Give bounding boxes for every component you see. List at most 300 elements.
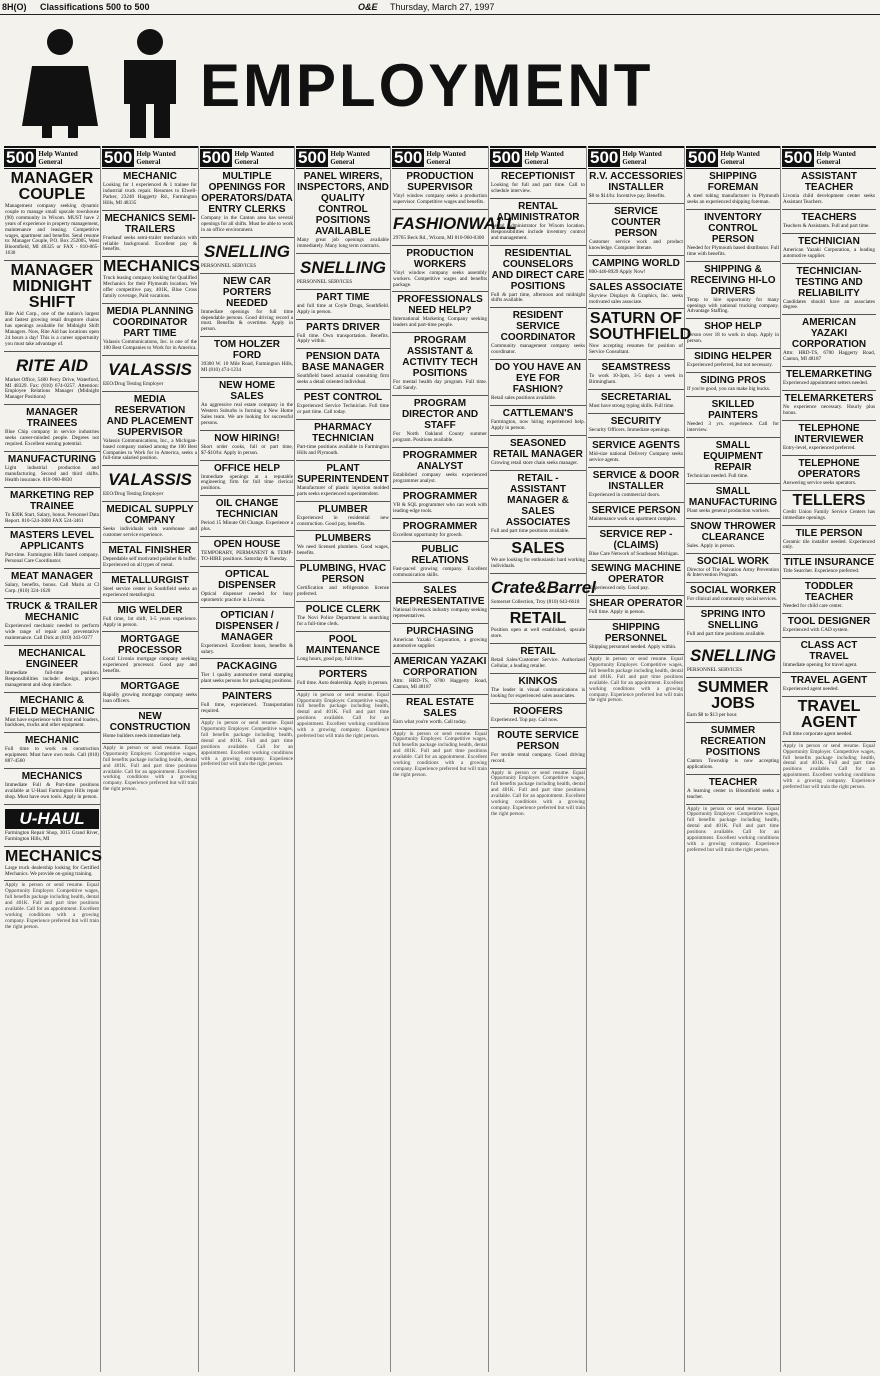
ad-body: Must have experience with front end loaders, backhoes, trucks and other equipment. — [5, 716, 99, 729]
ad-headline: SIDING HELPER — [694, 351, 772, 363]
classified-ad — [296, 632, 390, 667]
classification-number: 500 — [590, 148, 619, 167]
ad-headline: TELEMARKETERS — [784, 393, 874, 405]
ad-headline: PLUMBING, HVAC PERSON — [299, 563, 387, 586]
column-header — [296, 146, 390, 169]
classified-ad — [782, 210, 876, 234]
classified-ad — [686, 169, 780, 210]
ad-body: We are looking for enthusiastic hard working individuals. — [491, 556, 585, 569]
ad-body: Tier 1 quality automotive metal stamping plant seeks persons for packaging positions. — [201, 672, 293, 685]
advertiser-logo: U-HAUL — [5, 809, 99, 829]
ad-body: Now accepting resumes for position of Service Consultant. — [589, 343, 683, 356]
ad-body: EEO/Drug Testing Employer — [103, 491, 164, 498]
ad-body: Light industrial production and manufacturing. Second and third shifts. Health insurance. 810-960-8830 — [5, 464, 99, 483]
ad-body: Large truck dealership looking for Certified Mechanics. We provide on-going training. — [5, 864, 99, 877]
classification-category: Help Wanted General — [622, 150, 662, 166]
classified-ad — [200, 378, 294, 431]
classified-ad — [782, 614, 876, 638]
ad-headline: SMALL EQUIPMENT REPAIR — [703, 439, 763, 473]
ad-body: Part-time. Farmington Hills based company. Personal Care Coordinator. — [5, 552, 99, 565]
ad-body: Somerset Collection, Troy (810) 643-6610 — [491, 598, 580, 605]
ad-headline: OIL CHANGE TECHNICIAN — [215, 498, 279, 521]
classified-ad — [392, 333, 488, 396]
ad-body-continued: Apply in person or send resume. Equal Opportunity Employer. Competitive wages, full benefits package including health, dental and 401K. Full and part time positions available. Call for an appointment. Excellent working conditions with a growing company. Experience preferred but will train the right person. — [589, 656, 683, 704]
classified-ad — [200, 431, 294, 461]
classified-ad — [102, 603, 198, 633]
ad-headline: SEAMSTRESS — [601, 362, 671, 374]
ad-headline: TODDLER TEACHER — [804, 581, 854, 604]
ad-body: National livestock industry company seeking representatives. — [393, 607, 487, 620]
ad-body: Earn what you're worth. Call today. — [393, 718, 467, 725]
ad-body: Dependable self motivated polisher & buffer. Experienced on all types of metal. — [103, 556, 197, 568]
ad-body: International Marketing Company seeking leaders and part-time people. — [393, 316, 487, 329]
ad-headline: SHIPPING & RECEIVING HI-LO DRIVERS — [690, 263, 776, 297]
ad-body: Optical dispenser needed for busy optometric practice in Livonia. — [201, 590, 293, 603]
classified-column — [4, 146, 101, 1372]
classified-ad — [490, 539, 586, 574]
ad-headline: CLASS ACT TRAVEL — [800, 640, 858, 663]
classified-ad — [102, 632, 198, 679]
classified-ad — [686, 397, 780, 438]
ad-body: Person over 18 to work in shop. Apply in person. — [687, 332, 779, 345]
classified-ad — [686, 607, 780, 642]
ad-body: If you're good, you can make big bucks. — [687, 386, 771, 393]
classified-ad — [686, 373, 780, 397]
advertiser-logo: SNELLING — [204, 241, 290, 261]
ad-body-continued: Apply in person or send resume. Equal Opportunity Employer. Competitive wages, full benefits package including health, dental and 401K. Full and part time positions available. Call for an appointment. Excellent working conditions with a growing company. Experience preferred but will train the right person. — [201, 720, 293, 768]
ad-body: Experienced preferred, but not necessary. — [687, 362, 773, 369]
ad-headline: TELLERS — [792, 491, 866, 509]
ad-headline: MEDIA PLANNING COORDINATOR PART TIME — [106, 305, 194, 339]
ad-body: Position open at well established, upscale store. — [491, 627, 585, 640]
classified-ad — [686, 210, 780, 262]
classified-ad — [588, 620, 684, 655]
ad-body-continued: Apply in person or send resume. Equal Opportunity Employer. Competitive wages, full benefits package including health, dental and 401K. Full and part time positions available. Call for an appointment. Excellent working conditions with a growing company. Experience preferred but will train the right person. — [103, 744, 197, 793]
advertiser-logo: FASHIONWALL — [393, 213, 517, 233]
ad-headline: NEW CONSTRUCTION — [109, 711, 191, 733]
ad-headline: ROOFERS — [513, 705, 563, 717]
ad-headline: TEACHER — [708, 776, 758, 788]
classified-ad — [686, 723, 780, 775]
classification-number: 500 — [298, 148, 327, 167]
ad-headline: DO YOU HAVE AN EYE FOR FASHION? — [495, 362, 581, 396]
classified-ad — [392, 169, 488, 210]
ad-headline: SUMMER RECREATION POSITIONS — [700, 724, 766, 758]
ad-body: Immediate Full & Part-time positions available at U-Haul Farmington Hills repair shop. Must have own tools. Apply in person. — [5, 782, 99, 800]
classification-category: Help Wanted General — [720, 150, 760, 166]
classified-ad — [296, 290, 390, 320]
classified-ad — [296, 502, 390, 532]
classified-ad — [200, 608, 294, 660]
banner-title: EMPLOYMENT — [200, 52, 654, 119]
ad-body: To work 10-3pm, 3-5 days a week in Birmingham. — [589, 373, 683, 386]
ad-body-continued: Apply in person or send resume. Equal Opportunity Employer. Competitive wages, full benefits package including health, dental and 401K. Full and part time positions available. Call for an appointment. Excellent working conditions with a growing company. Experience preferred but will train the right person. — [783, 742, 875, 791]
classified-ad — [200, 537, 294, 567]
classified-ad — [490, 574, 596, 610]
classification-category: Help Wanted General — [524, 150, 564, 166]
ad-headline: MECHANIC — [25, 735, 79, 747]
ad-body: Technician needed. Full time. — [687, 472, 749, 479]
ad-body: Rapidly growing mortgage company seeks loan officers. — [103, 692, 197, 705]
ad-headline: SECURITY — [610, 415, 662, 427]
classified-ad — [588, 309, 692, 360]
classification-number: 500 — [104, 148, 133, 167]
classified-ad — [200, 689, 294, 719]
ad-body: Community management company seeks coordinator. — [491, 343, 585, 356]
classified-ad — [782, 697, 876, 742]
classified-ad — [4, 805, 100, 847]
ad-body: Plant seeks general production workers. — [687, 507, 770, 514]
classified-column — [102, 146, 199, 1372]
classified-ad — [588, 596, 684, 620]
woman-figure-icon — [20, 26, 100, 138]
ad-headline: MULTIPLE OPENINGS FOR OPERATORS/DATA ENTRY CLERKS — [201, 171, 293, 215]
classified-ad — [490, 199, 586, 246]
classified-ad — [392, 583, 488, 624]
ad-body: Farmington Repair Shop, 3015 Grand River, Farmington Hills, MI — [5, 829, 99, 842]
classified-ad — [490, 644, 586, 674]
ad-body: Customer service work and product knowledge. Computer literate. — [589, 238, 683, 251]
classified-ad — [490, 436, 586, 471]
classified-ad — [392, 292, 488, 333]
ad-headline: OFFICE HELP — [213, 462, 281, 474]
advertiser-logo: SNELLING — [690, 646, 776, 666]
classified-ad — [4, 569, 100, 599]
column-header — [588, 146, 684, 169]
ad-body: For North Oakland County summer program. Positions available. — [393, 431, 487, 443]
ad-headline: SERVICE AGENTS — [592, 439, 680, 451]
ad-headline: PROGRAMMER — [402, 490, 478, 502]
ad-body: Entry-level, experienced preferred. — [783, 444, 856, 451]
classified-ad — [782, 673, 876, 697]
ad-body: PERSONNEL SERVICES — [201, 262, 257, 269]
classified-ad — [392, 695, 488, 730]
ad-headline: TRUCK & TRAILER MECHANIC — [6, 601, 98, 624]
classified-ad — [296, 461, 390, 502]
advertiser-logo: RITE AID — [15, 355, 89, 375]
classified-ad — [686, 678, 780, 723]
ad-body: Experienced in commercial doors. — [589, 491, 661, 498]
classified-ad — [200, 567, 294, 608]
classified-ad — [686, 349, 780, 373]
classified-ad — [4, 352, 100, 406]
ad-body: Attn: HRD-TS, 6700 Haggerty Road, Canton, MI 48187 — [783, 350, 875, 363]
ad-headline: PANEL WIRERS, INSPECTORS, AND QUALITY CONTROL POSITIONS AVAILABLE — [297, 171, 389, 237]
classified-ad — [588, 169, 684, 204]
ad-body: American Yazaki Corporation, a growing automotive supplier. — [393, 637, 487, 649]
ad-headline: SUMMER JOBS — [697, 679, 769, 713]
ad-headline: SEWING MACHINE OPERATOR — [591, 563, 681, 586]
ad-headline: PUBLIC RELATIONS — [411, 544, 469, 567]
classified-ad — [4, 693, 100, 734]
ad-body: Needed 3 yrs. experience. Call for interview. — [687, 420, 779, 433]
ad-body: Many great job openings available immediately. Many long term contracts. — [297, 237, 389, 249]
ad-body: For textile rental company. Good driving record. — [491, 751, 585, 764]
classification-number: 500 — [784, 148, 813, 167]
ad-body: Valassis Communications, Inc. is one of the 100 Best Companies to Work for in America. — [103, 338, 197, 351]
classification-category: Help Wanted General — [38, 150, 78, 166]
ad-body: To $30K Start, Salary, bonus. Personnel Data Report. 810-524-3000 FAX 524-3461 — [5, 511, 99, 524]
ad-headline: OPEN HOUSE — [213, 539, 281, 551]
classified-ad — [200, 238, 294, 274]
ad-headline: MECHANICS — [5, 847, 102, 865]
ad-headline: TECHNICIAN — [798, 235, 860, 247]
ad-headline: MANUFACTURING — [7, 453, 97, 465]
ad-body: Must have strong typing skills. Full time. — [589, 403, 675, 410]
ad-body: Southfield based actuarial consulting firm seeks a detail oriented individual. — [297, 373, 389, 386]
ad-headline: CAMPING WORLD — [592, 257, 680, 269]
ad-headline: SALES ASSOCIATE — [589, 281, 683, 293]
ad-body: For mental health day program. Full time. Call Sandy. — [393, 379, 487, 392]
ad-body: Needed for child care center. — [783, 603, 843, 610]
ad-headline: PENSION DATA BASE MANAGER — [301, 351, 385, 374]
section-label: Classifications 500 to 500 — [40, 2, 150, 12]
ad-body-continued: Apply in person or send resume. Equal Opportunity Employer. Competitive wages, full benefits package including health, dental and 401K. Full and part time positions available. Call for an appointment. Excellent working conditions with a growing company. Experience preferred but will train the right person. — [687, 805, 779, 853]
ad-headline: MANAGER TRAINEES — [26, 407, 78, 430]
ad-headline: SKILLED PAINTERS — [708, 398, 758, 421]
ad-body: Temp to hire opportunity for many openings with national trucking company. Advantage Staffing. — [687, 296, 779, 315]
classified-ad — [782, 526, 876, 556]
ad-headline: TOM HOLZER FORD — [214, 339, 280, 362]
classification-number: 500 — [688, 148, 717, 167]
classified-ad — [102, 356, 198, 392]
ad-headline: MORTGAGE — [120, 681, 180, 693]
ad-body: Immediate full-time position. Responsibilities include: design, project management and shop interface. — [5, 669, 99, 688]
ad-headline: RENTAL ADMINISTRATOR — [496, 200, 580, 223]
classified-ad — [102, 573, 198, 603]
issue-date: Thursday, March 27, 1997 — [390, 2, 495, 12]
ad-headline: PARTS DRIVER — [306, 321, 380, 333]
ad-body: Full time corporate agent needed. — [783, 730, 853, 737]
ad-body: Ceramic tile installer needed. Experienced only. — [783, 538, 875, 551]
advertiser-logo: Crate&Barrel — [491, 577, 596, 597]
ad-body: Growing retail store chain seeks manager. — [491, 459, 579, 466]
classified-ad — [4, 452, 100, 488]
ad-headline: PURCHASING — [406, 626, 474, 638]
ad-body: 29765 Beck Rd., Wixom, MI 810-960-0300 — [393, 234, 485, 241]
classified-ad — [4, 769, 100, 805]
ad-body: Sales. Apply in person. — [687, 542, 735, 549]
classified-ad — [686, 554, 780, 584]
ad-body: An aggressive real estate company in the Western Suburbs is forming a New Home Sales team. We are looking for successful persons. — [201, 402, 293, 426]
classified-ad — [686, 642, 780, 678]
classified-ad — [392, 489, 488, 519]
ad-body: Seeks individuals with warehouse and customer service experience. — [103, 526, 197, 539]
classified-ad — [782, 169, 876, 210]
ad-headline: MECHANICAL ENGINEER — [18, 647, 86, 670]
column-header — [200, 146, 294, 169]
ad-body: Manufacturer of plastic injection molded parts seeks experienced superintendent. — [297, 484, 389, 497]
ad-headline: ASSISTANT TEACHER — [801, 171, 857, 193]
ad-body: Full time, 1st shift, 3-5 years experience. Apply in person. — [103, 615, 197, 628]
classified-ad — [200, 461, 294, 497]
classification-number: 500 — [6, 148, 35, 167]
classified-ad — [392, 448, 488, 489]
classified-ad — [782, 491, 876, 526]
classified-ad — [4, 733, 100, 769]
ad-body: Attn: HRD-TS, 6700 Haggerty Road, Canton, MI 48187 — [393, 677, 487, 690]
ad-headline: SHIPPING FOREMAN — [707, 171, 759, 193]
ad-headline: SALES — [511, 539, 565, 557]
ad-headline: PROGRAMMER — [402, 520, 478, 532]
employment-banner — [0, 16, 880, 144]
ad-body: Full time. Apply in person. — [589, 609, 645, 616]
ad-body: Salary, benefits, bonus. Call Marin at Cl Corp. (810) 324-1620 — [5, 582, 99, 595]
ad-body: Credit Union Family Service Centers has immediate openings. — [783, 508, 875, 521]
classified-ad — [296, 169, 390, 254]
ad-body: Valassis Communications, Inc., a Michigan-based company ranked among the 100 Best Companies to Work for in America, seeks a full-time salaried position. — [103, 437, 197, 462]
ad-body: Experienced mechanic needed to perform wide range of repair and preventative maintenance. Call Dick at (810) 343-9377 — [5, 623, 99, 641]
ad-headline: MARKETING REP TRAINEE — [10, 489, 94, 512]
ad-body: Long hours, good pay, full time. — [297, 655, 364, 662]
ad-headline: TILE PERSON — [795, 527, 863, 539]
ad-headline: SEASONED RETAIL MANAGER — [493, 437, 583, 460]
ad-headline: MANAGER COUPLE — [10, 170, 94, 203]
ad-headline: SPRING INTO SNELLING — [700, 609, 766, 632]
classified-ad — [102, 392, 198, 467]
classified-ad — [4, 405, 100, 452]
ad-body: A steel tubing manufacturer in Plymouth seeks an experienced shipping foreman. — [687, 193, 779, 205]
ad-body: No experience necessary. Hourly plus bonus. — [783, 404, 875, 416]
classified-ad — [102, 543, 198, 573]
ad-body: Fruehauf seeks semi-trailer mechanics with reliable background. Excellent pay & benefits. — [103, 234, 197, 253]
classified-column — [392, 146, 517, 1372]
paper-name: O&E — [358, 2, 378, 12]
classified-ad — [782, 421, 876, 456]
ad-body: Mid-size national Delivery Company seeks service agents. — [589, 450, 683, 463]
ad-body: Experienced. Top pay. Call now. — [491, 716, 559, 723]
classified-ad — [490, 704, 586, 728]
ad-headline: PLUMBERS — [314, 533, 372, 545]
ad-body: Answering service seeks operators. — [783, 479, 857, 486]
ad-body: Part-time positions available in Farmington Hills and Plymouth. — [297, 443, 389, 456]
ad-headline: MANAGER MIDNIGHT SHIFT — [10, 262, 94, 312]
ad-headline: SOCIAL WORK — [696, 555, 770, 567]
classified-column — [490, 146, 596, 1372]
ad-headline: NOW HIRING! — [214, 432, 280, 444]
advertiser-logo: VALASSIS — [108, 470, 192, 490]
ad-body: VB & SQL programmer who can work with leading-edge tools. — [393, 501, 487, 514]
classified-ad — [392, 396, 488, 448]
ad-headline: TECHNICIAN-TESTING AND RELIABILITY — [795, 265, 863, 299]
classified-column — [296, 146, 391, 1372]
classified-ad — [296, 420, 390, 461]
ad-body: $8 to $14/hr. Incentive pay. Benefits. — [589, 193, 666, 199]
ad-headline: MEAT MANAGER — [10, 571, 94, 583]
classified-ad — [588, 527, 684, 562]
ad-body: Short order cooks, full or part time, $7-$10/hr. Apply in person. — [201, 443, 293, 456]
classified-ad — [392, 210, 517, 246]
classified-ad — [102, 169, 198, 211]
ad-headline: SIDING PROS — [700, 375, 766, 387]
advertiser-logo: SNELLING — [300, 257, 386, 277]
classified-ad — [102, 466, 198, 502]
classified-ad — [588, 468, 684, 503]
classified-ad — [588, 280, 684, 310]
classified-ad — [392, 246, 488, 293]
classified-ad — [686, 775, 780, 805]
ad-body: Full time to work on construction equipment. Must have own tools. Call (810) 887-4560 — [5, 746, 99, 765]
ad-headline: AMERICAN YAZAKI CORPORATION — [791, 317, 867, 351]
ad-body: Fast-paced growing company. Excellent communication skills. — [393, 566, 487, 579]
ad-headline: SERVICE COUNTER PERSON — [611, 205, 661, 239]
ad-body: Director of The Salvation Army Prevention & Intervention Program. — [687, 566, 779, 579]
classified-ad — [588, 256, 684, 280]
ad-headline: PROGRAMMER ANALYST — [402, 449, 478, 472]
ad-headline: SATURN OF SOUTHFIELD — [589, 310, 692, 344]
ad-body: Local Livonia mortgage company seeking experienced processor. Good pay and benefits. — [103, 656, 197, 675]
ad-headline: TRAVEL AGENT — [790, 674, 868, 686]
ad-body: Teachers & Assistants. Full and part time. — [783, 222, 870, 229]
ad-body: 800-446-8929 Apply Now! — [589, 268, 646, 275]
classified-ad — [782, 391, 876, 421]
ad-headline: REAL ESTATE SALES — [406, 696, 474, 719]
ad-headline: MECHANIC & FIELD MECHANIC — [9, 694, 95, 717]
classified-ad — [490, 674, 586, 704]
ad-headline: R.V. ACCESSORIES INSTALLER — [589, 171, 683, 193]
ad-body: American Yazaki Corporation, a leading automotive supplier. — [783, 246, 875, 259]
ad-headline: PROGRAM ASSISTANT & ACTIVITY TECH POSITIONS — [402, 335, 478, 380]
classified-ad — [782, 555, 876, 579]
column-header — [4, 146, 100, 169]
ad-headline: OPTICAL DISPENSER — [218, 568, 276, 591]
ad-headline: MORTGAGE PROCESSOR — [118, 634, 182, 657]
column-header — [392, 146, 488, 169]
ad-headline: TELEPHONE INTERVIEWER — [794, 422, 864, 445]
classified-ad — [588, 390, 684, 414]
classified-column — [588, 146, 692, 1372]
classified-ad — [782, 456, 876, 491]
ad-body: PERSONNEL SERVICES — [297, 278, 353, 285]
ad-headline: NEW CAR PORTERS NEEDED — [222, 275, 272, 309]
ad-headline: ROUTE SERVICE PERSON — [497, 729, 579, 752]
column-header — [102, 146, 198, 169]
ad-headline: PORTERS — [318, 668, 368, 680]
column-header — [686, 146, 780, 169]
ad-body: Canton Township is now accepting applications. — [687, 757, 779, 770]
classified-ad — [588, 414, 684, 438]
page-number: 8H(O) — [2, 2, 27, 12]
ad-headline: RESIDENTIAL COUNSELORS AND DIRECT CARE POSITIONS — [491, 247, 585, 292]
ad-headline: MECHANICS — [21, 771, 83, 783]
ad-body: Full and part time positions available. — [491, 527, 570, 534]
ad-body-continued: Apply in person or send resume. Equal Opportunity Employer. Competitive wages, full benefits package including health, dental and 401K. Full and part time positions available. Call for an appointment. Excellent working conditions with a growing company. Experience preferred but will train the right person. — [5, 882, 99, 930]
classified-ad — [588, 360, 684, 390]
ad-headline: POOL MAINTENANCE — [306, 633, 380, 656]
ad-headline: RETAIL - ASSISTANT MANAGER & SALES ASSOCIATES — [505, 472, 571, 528]
ad-headline: PLUMBER — [318, 503, 368, 515]
ad-body: PERSONNEL SERVICES — [687, 667, 743, 674]
ad-headline: SOCIAL WORKER — [690, 585, 776, 597]
ad-headline: TELEPHONE OPERATORS — [797, 457, 861, 480]
advertiser-logo: VALASSIS — [108, 359, 192, 379]
ad-body: Immediate opening for travel agent. — [783, 662, 858, 669]
classification-number: 500 — [394, 148, 423, 167]
classified-ad — [296, 561, 390, 602]
ad-headline: PRODUCTION SUPERVISOR — [406, 171, 474, 193]
ad-body: Period 15 Minute Oil Change. Experience a plus. — [201, 520, 293, 533]
ad-headline: TOOL DESIGNER — [787, 616, 871, 628]
classified-ad — [102, 211, 198, 258]
classified-ad — [490, 609, 586, 644]
classified-ad — [686, 319, 780, 349]
ad-headline: SHEAR OPERATOR — [589, 598, 683, 610]
classified-ad — [102, 502, 198, 543]
classified-column — [686, 146, 781, 1372]
classification-category: Help Wanted General — [136, 150, 176, 166]
classified-ad — [200, 274, 294, 338]
classified-ad — [392, 654, 488, 695]
